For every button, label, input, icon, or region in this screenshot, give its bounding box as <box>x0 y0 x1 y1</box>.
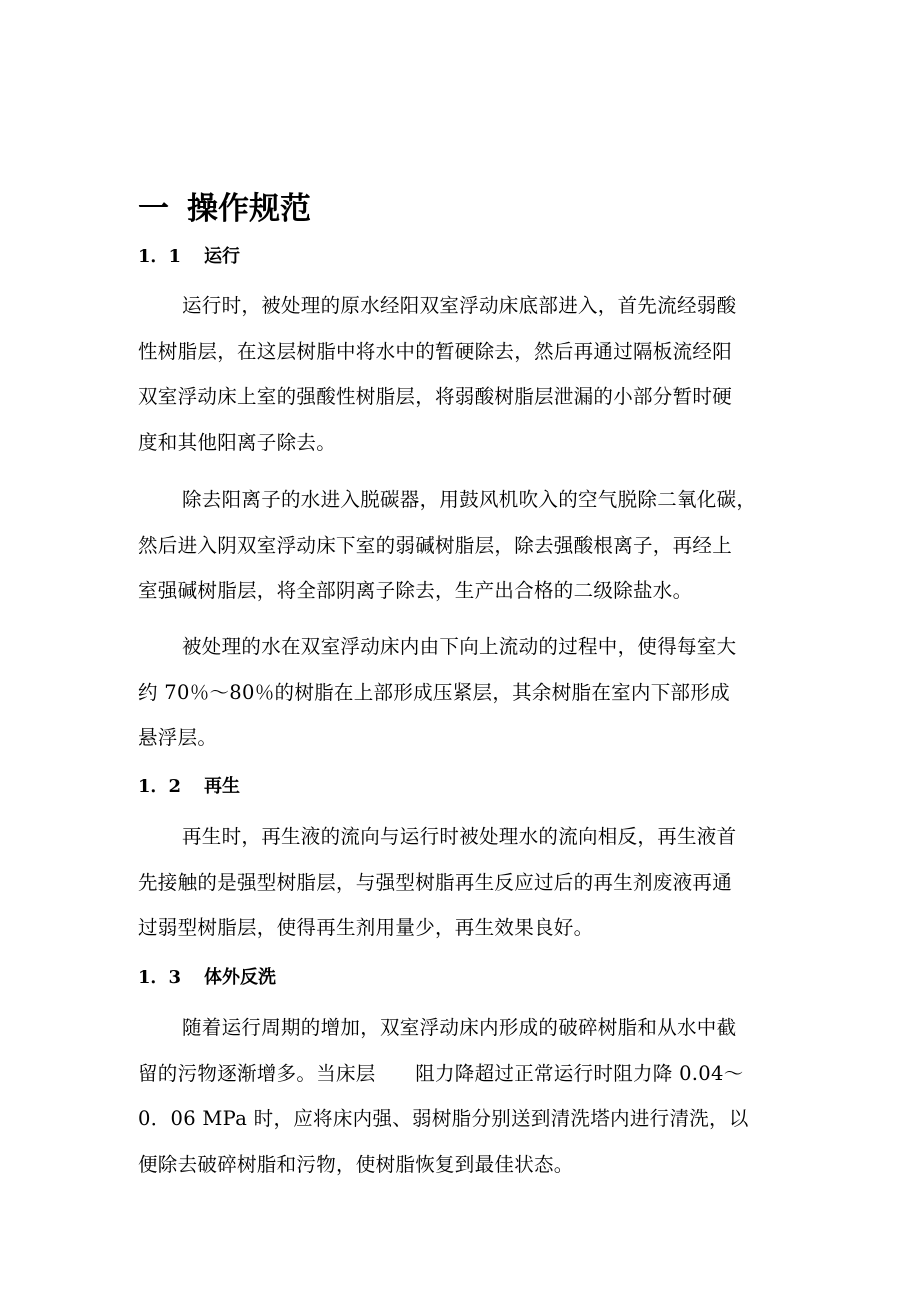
paragraph-line: 便除去破碎树脂和污物，使树脂恢复到最佳状态。 <box>138 1152 574 1176</box>
paragraph-line: 留的污物逐渐增多。当床层 阻力降超过正常运行时阻力降 0.04～ <box>138 1061 744 1085</box>
paragraph <box>138 814 786 951</box>
section-heading-1-3 <box>138 963 276 993</box>
section-number: 1．2 <box>138 776 182 797</box>
paragraph <box>138 624 786 761</box>
section-number: 1．1 <box>138 246 182 267</box>
paragraph-line: 0．06 MPa 时，应将床内强、弱树脂分别送到清洗塔内进行清洗，以 <box>138 1107 749 1130</box>
paragraph <box>138 1005 786 1187</box>
section-title: 再生 <box>204 776 240 797</box>
paragraph-line: 性树脂层，在这层树脂中将水中的暂硬除去，然后再通过隔板流经阳 <box>138 339 733 363</box>
paragraph-line: 悬浮层。 <box>138 726 218 749</box>
section-heading-1-1 <box>138 242 240 272</box>
paragraph-line: 然后进入阴双室浮动床下室的弱碱树脂层，除去强酸根离子，再经上 <box>138 533 733 557</box>
paragraph <box>138 477 786 614</box>
section-title: 运行 <box>204 246 240 267</box>
paragraph-line: 先接触的是强型树脂层，与强型树脂再生反应过后的再生剂废液再通 <box>138 870 733 894</box>
chapter-number: 一 <box>138 191 169 227</box>
paragraph-line: 约 70％～80％的树脂在上部形成压紧层，其余树脂在室内下部形成 <box>138 680 730 704</box>
paragraph-line: 室强碱树脂层，将全部阴离子除去，生产出合格的二级除盐水。 <box>138 579 693 602</box>
paragraph-line: 再生时，再生液的流向与运行时被处理水的流向相反，再生液首 <box>182 825 737 848</box>
chapter-title <box>138 186 311 232</box>
section-title: 体外反洗 <box>204 967 276 988</box>
paragraph <box>138 283 786 465</box>
paragraph-line: 运行时，被处理的原水经阳双室浮动床底部进入，首先流经弱酸 <box>182 294 737 317</box>
section-number: 1．3 <box>138 967 182 988</box>
paragraph-line: 被处理的水在双室浮动床内由下向上流动的过程中，使得每室大 <box>182 635 737 658</box>
paragraph-line: 随着运行周期的增加，双室浮动床内形成的破碎树脂和从水中截 <box>182 1016 737 1039</box>
paragraph-line: 双室浮动床上室的强酸性树脂层，将弱酸树脂层泄漏的小部分暂时硬 <box>138 385 733 408</box>
chapter-title-text: 操作规范 <box>187 191 311 227</box>
paragraph-line: 除去阳离子的水进入脱碳器，用鼓风机吹入的空气脱除二氧化碳， <box>182 488 757 511</box>
paragraph-line: 过弱型树脂层，使得再生剂用量少，再生效果良好。 <box>138 916 594 939</box>
section-heading-1-2 <box>138 772 240 802</box>
paragraph-line: 度和其他阳离子除去。 <box>138 430 337 454</box>
